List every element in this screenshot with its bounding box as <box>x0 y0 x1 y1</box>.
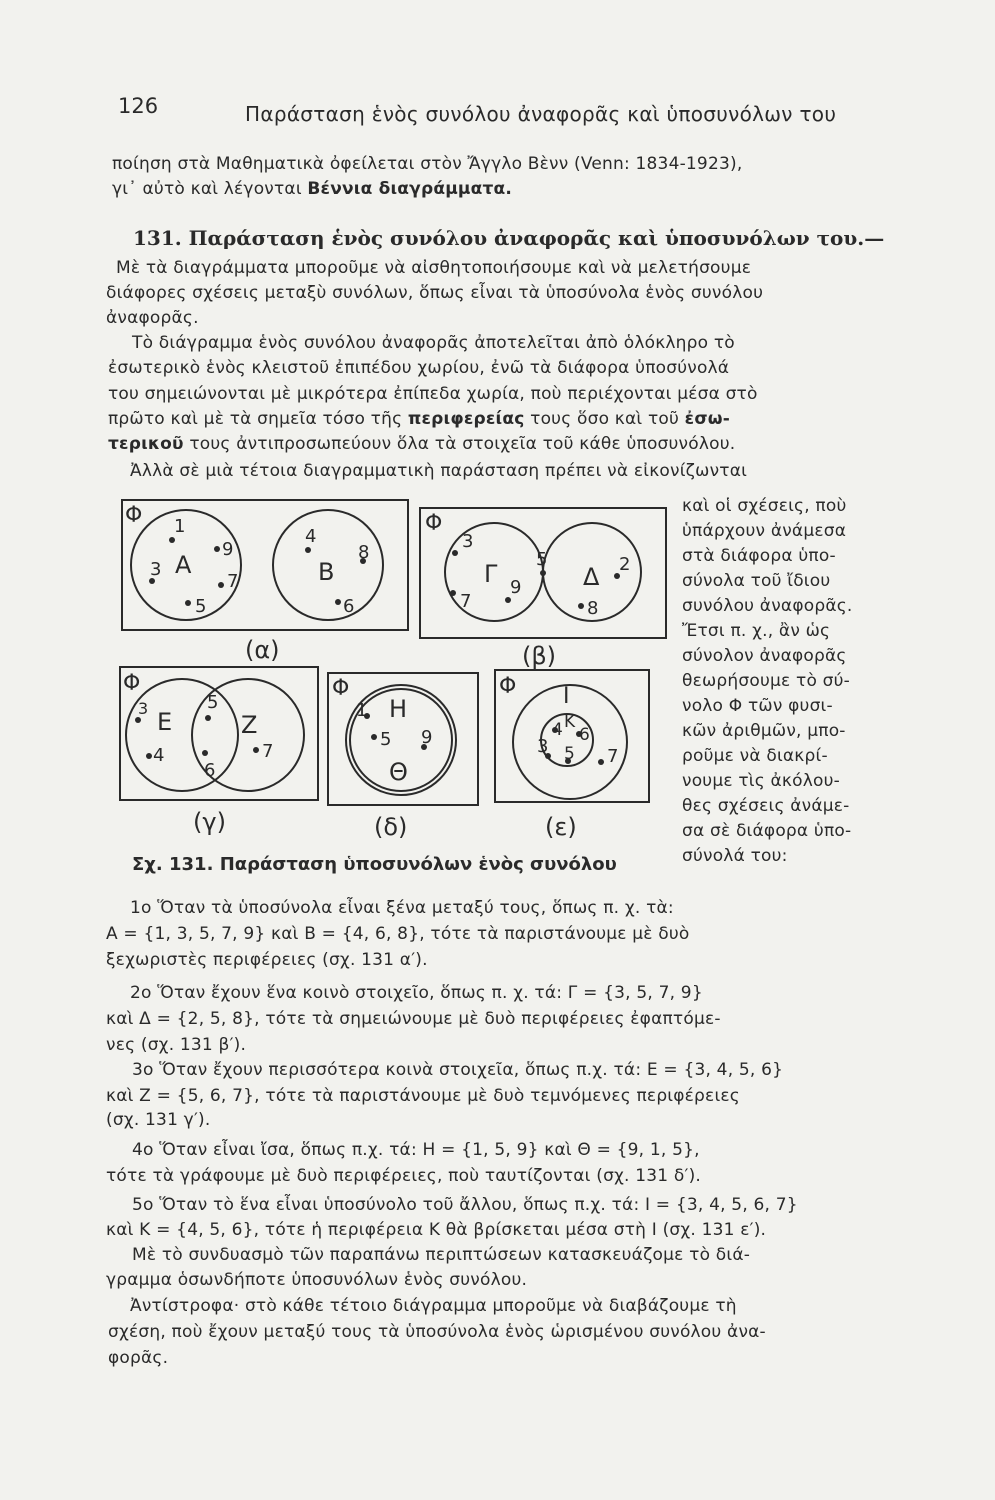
p2-text: τους ἀντιπροσωπεύουν ὅλα τὰ στοιχεῖα τοῦ κάθε ὑποσυνόλου. <box>183 434 736 454</box>
p1-line: ἀναφορᾶς. <box>106 308 199 328</box>
venn-term: Βέννια διαγράμματα. <box>307 179 513 199</box>
element: 1 <box>174 516 186 537</box>
element: 5 <box>536 549 548 570</box>
item-4-line: τότε τὰ γράφουμε μὲ δυὸ περιφέρειες, ποὺ ταυτίζονται (σχ. 131 δ′). <box>106 1166 702 1186</box>
subfig-label-d: (δ) <box>374 813 408 841</box>
side-line: σα σὲ διάφορα ὑπο- <box>682 821 852 841</box>
item-1-line: ξεχωριστὲς περιφέρειες (σχ. 131 α′). <box>106 950 428 970</box>
set-label-D: Δ <box>583 563 600 591</box>
circle-I <box>513 685 627 799</box>
p2-bold-term: περιφερείας <box>407 409 525 429</box>
subfig-label-c: (γ) <box>193 808 226 836</box>
element: 9 <box>510 577 522 598</box>
element: 5 <box>564 744 575 764</box>
element: 3 <box>138 699 149 718</box>
set-label-A: A <box>175 551 192 579</box>
p2-bold-term: τερικοῦ <box>108 434 184 454</box>
element: 5 <box>207 692 219 713</box>
item-3-line: καὶ Z = {5, 6, 7}, τότε τὰ παριστάνουμε μὲ δυὸ τεμνόμενες περιφέρειες <box>106 1086 740 1106</box>
side-line: θες σχέσεις ἀνάμε- <box>682 796 850 816</box>
element: 1 <box>356 700 368 721</box>
side-line: ροῦμε νὰ διακρί- <box>682 746 828 766</box>
side-line: Ἔτσι π. χ., ἂν ὡς <box>682 621 831 641</box>
phi-label: Φ <box>123 671 141 696</box>
side-line: σύνολά του: <box>682 846 788 866</box>
element: 8 <box>358 542 370 563</box>
item-1-line: 1ο Ὅταν τὰ ὑποσύνολα εἶναι ξένα μεταξύ τους, ὅπως π. χ. τὰ: <box>130 898 674 918</box>
element: 3 <box>150 559 162 580</box>
element: 6 <box>343 596 355 617</box>
side-line: συνόλου ἀναφορᾶς. <box>682 596 853 616</box>
venn-figure <box>110 490 680 884</box>
intro-text: γι᾽ αὐτὸ καὶ λέγονται <box>112 179 308 199</box>
item-3-line: 3ο Ὅταν ἔχουν περισσότερα κοινὰ στοιχεῖα, ὅπως π.χ. τά: E = {3, 4, 5, 6} <box>132 1060 784 1080</box>
item-1-line: A = {1, 3, 5, 7, 9} καὶ B = {4, 6, 8}, τότε τὰ παριστάνουμε μὲ δυὸ <box>106 924 690 944</box>
set-label-G: Γ <box>484 560 498 588</box>
element: 9 <box>222 539 234 560</box>
side-line: κῶν ἀριθμῶν, μπο- <box>682 721 846 741</box>
element: 5 <box>380 729 392 750</box>
para-line: σχέση, ποὺ ἔχουν μεταξύ τους τὰ ὑποσύνολα ἑνὸς ὡρισμένου συνόλου ἀνα- <box>108 1322 766 1342</box>
p2-bold-term: ἐσω- <box>684 409 730 429</box>
element: 3 <box>537 736 549 757</box>
phi-label: Φ <box>332 676 350 701</box>
set-label-B: B <box>318 558 335 586</box>
set-label-T: Θ <box>389 758 408 786</box>
frame-a <box>122 500 408 630</box>
element: 8 <box>587 598 599 619</box>
p1-line: διάφορες σχέσεις μεταξὺ συνόλων, ὅπως εἶναι τὰ ὑποσύνολα ἑνὸς συνόλου <box>106 283 764 303</box>
item-3-line: (σχ. 131 γ′). <box>106 1110 211 1130</box>
running-title: Παράσταση ἑνὸς συνόλου ἀναφορᾶς καὶ ὑποσυνόλων του <box>245 102 837 126</box>
circle-E <box>126 679 238 791</box>
side-line: στὰ διάφορα ὑπο- <box>682 546 836 566</box>
element: 4 <box>305 526 317 547</box>
set-label-E: E <box>157 708 173 736</box>
element: 4 <box>552 720 563 740</box>
page-number: 126 <box>118 94 159 118</box>
p2-text: πρῶτο καὶ μὲ τὰ σημεῖα τόσο τῆς <box>108 409 408 429</box>
item-2-line: 2ο Ὅταν ἔχουν ἕνα κοινὸ στοιχεῖο, ὅπως π. χ. τά: Γ = {3, 5, 7, 9} <box>130 983 703 1003</box>
set-label-H: H <box>389 695 408 723</box>
para-line: Ἀντίστροφα· στὸ κάθε τέτοιο διάγραμμα μποροῦμε νὰ διαβάζουμε τὴ <box>130 1296 737 1316</box>
item-4-line: 4ο Ὅταν εἶναι ἴσα, ὅπως π.χ. τά: H = {1, 5, 9} καὶ Θ = {9, 1, 5}, <box>132 1140 700 1160</box>
para-line: φορᾶς. <box>108 1348 169 1368</box>
element: 4 <box>153 745 165 766</box>
p1-line: Μὲ τὰ διαγράμματα μποροῦμε νὰ αἰσθητοποιήσουμε καὶ νὰ μελετήσουμε <box>116 258 752 278</box>
element: 2 <box>619 554 631 575</box>
element: 7 <box>262 741 274 762</box>
side-line: νουμε τὶς ἀκόλου- <box>682 771 840 791</box>
side-line: θεωρήσουμε τὸ σύ- <box>682 671 850 691</box>
element: 9 <box>421 727 433 748</box>
side-line: νολο Φ τῶν φυσι- <box>682 696 833 716</box>
p3-line: Ἀλλὰ σὲ μιὰ τέτοια διαγραμματικὴ παράσταση πρέπει νὰ εἰκονίζωνται <box>130 461 748 481</box>
subfig-label-b: (β) <box>522 642 557 670</box>
side-line: καὶ οἱ σχέσεις, ποὺ <box>682 496 847 516</box>
item-2-line: καὶ Δ = {2, 5, 8}, τότε τὰ σημειώνουμε μὲ δυὸ περιφέρειες ἐφαπτόμε- <box>106 1009 721 1029</box>
subfig-label-a: (α) <box>245 636 280 664</box>
set-label-Z: Z <box>241 711 258 739</box>
p2-line: του σημειώνονται μὲ μικρότερα ἐπίπεδα χωρία, ποὺ περιέχονται μέσα στὸ <box>108 384 758 404</box>
section-heading: 131. Παράσταση ἑνὸς συνόλου ἀναφορᾶς καὶ ὑποσυνόλων του.— <box>133 226 885 250</box>
p2-line <box>108 409 730 429</box>
element: 7 <box>227 571 239 592</box>
subfig-label-e: (ε) <box>545 813 577 841</box>
side-line: ὑπάρχουν ἀνάμεσα <box>682 521 847 541</box>
para-line: γραμμα ὁσωνδήποτε ὑποσυνόλων ἑνὸς συνόλου. <box>106 1270 528 1290</box>
item-2-line: νες (σχ. 131 β′). <box>106 1035 247 1055</box>
intro-line-1: ποίηση στὰ Μαθηματικὰ ὀφείλεται στὸν Ἄγγλο Βὲνν (Venn: 1834-1923), <box>112 154 743 174</box>
element: 7 <box>607 746 619 767</box>
p2-line <box>108 434 735 454</box>
p2-text: τους ὅσο καὶ τοῦ <box>524 409 685 429</box>
set-label-K: K <box>564 712 576 732</box>
side-line: σύνολον ἀναφορᾶς <box>682 646 847 666</box>
element: 6 <box>579 725 590 745</box>
intro-line-2 <box>112 179 512 199</box>
p2-line: Τὸ διάγραμμα ἑνὸς συνόλου ἀναφορᾶς ἀποτελεῖται ἀπὸ ὁλόκληρο τὸ <box>132 333 735 353</box>
element: 5 <box>195 596 207 617</box>
item-5-line: 5ο Ὅταν τὸ ἕνα εἶναι ὑποσύνολο τοῦ ἄλλου, ὅπως π.χ. τά: I = {3, 4, 5, 6, 7} <box>132 1195 798 1215</box>
para-line: Μὲ τὸ συνδυασμὸ τῶν παραπάνω περιπτώσεων κατασκευάζομε τὸ διά- <box>132 1245 751 1265</box>
item-5-line: καὶ K = {4, 5, 6}, τότε ἡ περιφέρεια K θὰ βρίσκεται μέσα στὴ I (σχ. 131 ε′). <box>106 1220 767 1240</box>
p2-line: ἐσωτερικὸ ἑνὸς κλειστοῦ ἐπιπέδου χωρίου, ἐνῶ τὰ διάφορα ὑποσύνολά <box>108 358 730 378</box>
element: 3 <box>462 531 474 552</box>
venn-figure-svg <box>110 490 680 880</box>
phi-label: Φ <box>499 674 517 699</box>
phi-label: Φ <box>125 503 143 528</box>
figure-caption: Σχ. 131. Παράσταση ὑποσυνόλων ἑνὸς συνόλου <box>132 854 617 875</box>
side-line: σύνολα τοῦ ἴδιου <box>682 571 831 591</box>
phi-label: Φ <box>425 511 443 536</box>
element: 6 <box>204 760 216 781</box>
element: 7 <box>460 591 472 612</box>
set-label-I: I <box>563 684 570 709</box>
